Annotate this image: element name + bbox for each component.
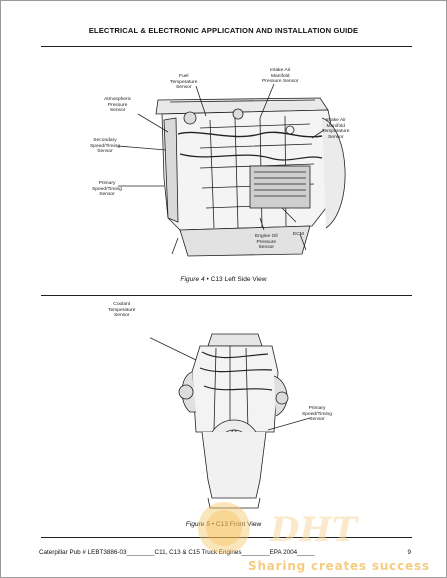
callout-primary-speed-timing-sensor-front: Primary Speed/Timing Sensor <box>302 406 332 423</box>
callout-primary-speed-timing-sensor: Primary Speed/Timing Sensor <box>92 181 122 198</box>
figure-4-caption <box>0 276 447 283</box>
callout-secondary-speed-timing-sensor: Secondary Speed/Timing Sensor <box>90 138 120 155</box>
figure-4-title: • C13 Left Side View <box>204 276 267 283</box>
header-rule <box>41 46 412 47</box>
callout-intake-manifold-pressure-sensor: Intake Air Manifold Pressure Sensor <box>262 68 299 85</box>
callout-engine-oil-pressure-sensor: Engine Oil Pressure Sensor <box>255 234 278 251</box>
figure-divider <box>41 295 412 296</box>
callout-atmospheric-pressure-sensor: Atmospheric Pressure Sensor <box>104 97 132 114</box>
callout-intake-manifold-temperature-sensor: Intake Air Manifold Temperature Sensor <box>322 118 350 140</box>
page-header: ELECTRICAL & ELECTRONIC APPLICATION AND INSTALLATION GUIDE <box>88 26 359 35</box>
page-number: 9 <box>407 549 411 556</box>
figure-5-title: • C13 Front View <box>209 521 262 528</box>
watermark-logo-icon <box>196 500 252 556</box>
figure-4-label: Figure 4 <box>180 276 205 283</box>
callout-ecm: ECM <box>293 232 304 237</box>
figure-5-engine-drawing <box>150 312 310 512</box>
watermark-tagline: Sharing creates success <box>248 559 430 573</box>
callout-coolant-temperature-sensor: Coolant Temperature Sensor <box>108 302 136 319</box>
footer-publication: Caterpillar Pub # LEBT3886-03________C11, C13 & C15 Truck Engines________EPA 2004_____ <box>39 549 315 556</box>
figure-5-label: Figure 5 <box>185 521 210 528</box>
figure-4-engine-drawing <box>60 58 390 268</box>
callout-fuel-temperature-sensor: Fuel Temperature Sensor <box>170 74 198 91</box>
watermark-logo-text: DHT <box>270 510 357 550</box>
